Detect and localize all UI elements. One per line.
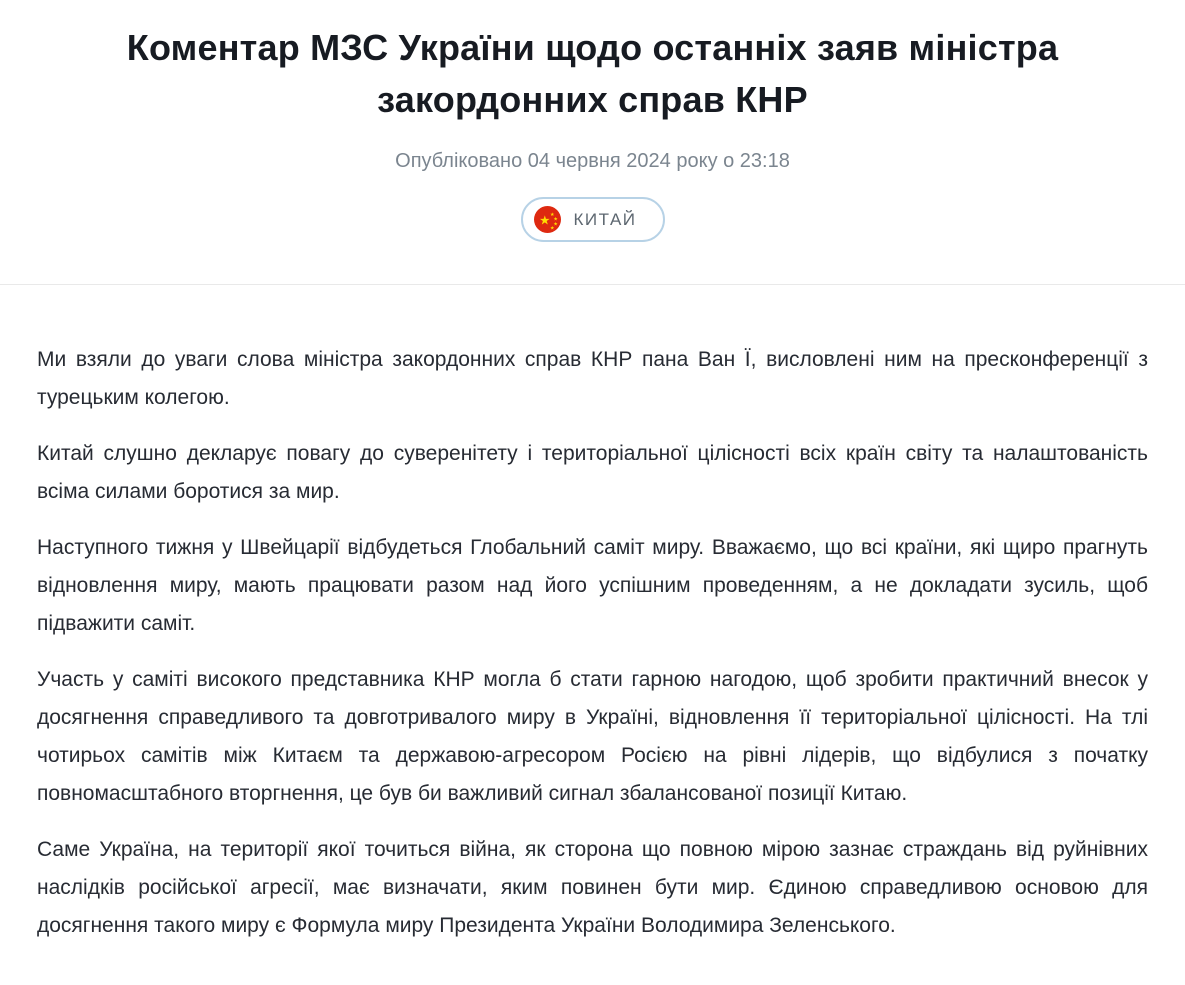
- tag-label: КИТАЙ: [573, 209, 637, 229]
- article-paragraph-5: Саме Україна, на території якої точиться війна, як сторона що повною мірою зазнає страждань від руйнівних наслідків російської агресії, має визначати, яким повинен бути мир. Єдиною справедливою основою для досягнення такого миру є Формула миру Президента України Володимира Зеленського.: [37, 838, 1148, 937]
- page-title: Коментар МЗС України щодо останніх заяв міністра закордонних справ КНР: [126, 27, 1059, 120]
- tag-china-link[interactable]: [521, 197, 665, 242]
- article-paragraph-1: Ми взяли до уваги слова міністра закордонних справ КНР пана Ван Ї, висловлені ним на пресконференції з турецьким колегою.: [37, 348, 1148, 409]
- svg-text:★: ★: [549, 212, 555, 219]
- svg-text:★: ★: [538, 212, 550, 228]
- article-paragraph-4: Участь у саміті високого представника КНР могла б стати гарною нагодою, щоб зробити практичний внесок у досягнення справедливого та довготривалого миру в Україні, відновлення її територіальної цілісності. На тлі чотирьох самітів між Китаєм та державою-агресором Росією на рівні лідерів, що відбулися з початку повномасштабного вторгнення, це був би важливий сигнал збалансованої позиції Китаю.: [37, 668, 1148, 805]
- svg-text:★: ★: [552, 221, 558, 228]
- article-paragraph-2: Китай слушно декларує повагу до суверенітету і територіальної цілісності всіх країн світу та налаштованість всіма силами боротися за мир.: [37, 442, 1148, 503]
- tag-row: [24, 173, 1161, 242]
- svg-text:★: ★: [549, 225, 555, 232]
- article-body: [0, 285, 1185, 985]
- china-flag-icon: [534, 206, 561, 233]
- article-paragraph-3: Наступного тижня у Швейцарії відбудеться Глобальний саміт миру. Вважаємо, що всі країни, які щиро прагнуть відновлення миру, мають працювати разом над його успішним проведенням, а не докладати зусиль, щоб підважити саміт.: [37, 536, 1148, 635]
- publish-date: Опубліковано 04 червня 2024 року о 23:18: [395, 150, 790, 172]
- article-header: [0, 0, 1185, 285]
- svg-text:★: ★: [552, 216, 558, 223]
